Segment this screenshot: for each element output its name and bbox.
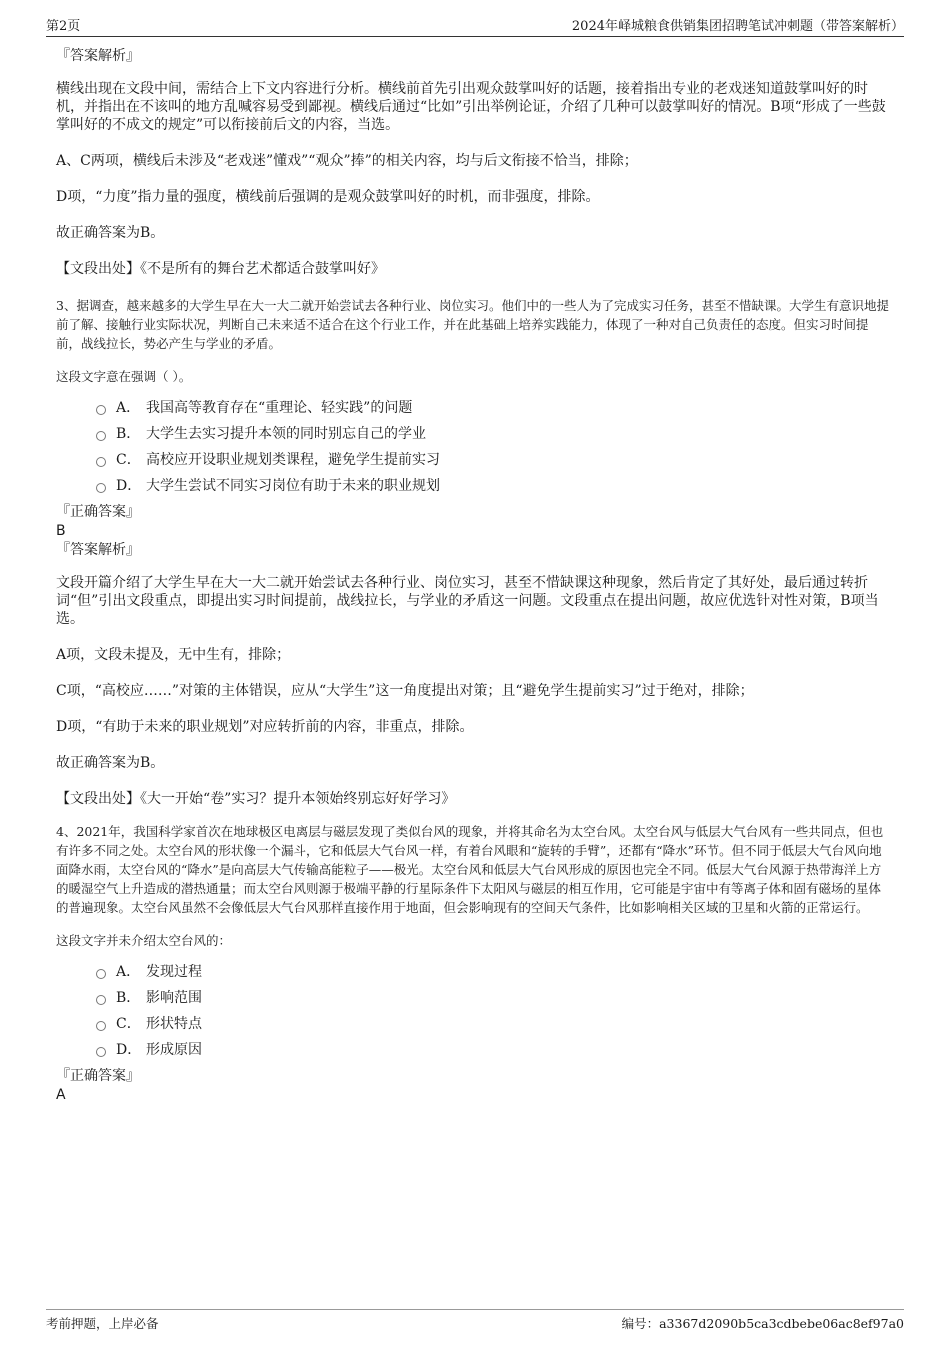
document-title: 2024年峄城粮食供销集团招聘笔试冲刺题（带答案解析） (571, 19, 904, 34)
q3-stem: 3、据调查，越来越多的大学生早在大一大二就开始尝试去各种行业、岗位实习。他们中的一些人为了完成实习任务，甚至不惜缺课。大学生有意识地提前了解、接触行业实际状况，判断自己未来适不适合在这个行业工作，并在此基础上培养实践能力，体现了一种对自己负责任的态度。但实习时间提前，战线拉长，势必产生与学业的矛盾。 (56, 298, 889, 351)
q2-d-explanation: D项，“力度”指力量的强度，横线前后强调的是观众鼓掌叫好的时机，而非强度，排除。 (56, 189, 600, 205)
radio-icon[interactable] (96, 483, 106, 493)
radio-icon[interactable] (96, 995, 106, 1005)
q2-analysis-text: 横线出现在文段中间，需结合上下文内容进行分析。横线前首先引出观众鼓掌叫好的话题，接着指出专业的老戏迷知道鼓掌叫好的时机，并指出在不该叫的地方乱喊容易受到鄙视。横线后通过“比如”引出举例论证，介绍了几种可以鼓掌叫好的情况。B项“形成了一些鼓掌叫好的不成文的规定”可以衔接前后文的内容，当选。 (56, 81, 886, 133)
q4-question: 这段文字并未介绍太空台风的： (56, 933, 232, 948)
q4-options (96, 958, 890, 1062)
document-id: 编号：a3367d2090b5ca3cdbebe06ac8ef97a0 (621, 1316, 904, 1331)
q3-options (96, 394, 890, 498)
q3-a-explanation: A项，文段未提及，无中生有，排除； (56, 647, 291, 663)
q3-answer-label: 『正确答案』 (56, 504, 140, 520)
q4-option-a[interactable]: A． 发现过程 (96, 958, 890, 984)
radio-icon[interactable] (96, 969, 106, 979)
q3-source: 【文段出处】《大一开始“卷”实习？提升本领始终别忘好好学习》 (56, 791, 456, 807)
q3-c-explanation: C项，“高校应……”对策的主体错误，应从“大学生”这一角度提出对策；且“避免学生提前实习”过于绝对，排除； (56, 683, 754, 699)
q3-analysis-label: 『答案解析』 (56, 542, 140, 558)
q2-conclusion: 故正确答案为B。 (56, 225, 165, 241)
q3-option-b[interactable]: B． 大学生去实习提升本领的同时别忘自己的学业 (96, 420, 890, 446)
radio-icon[interactable] (96, 457, 106, 467)
radio-icon[interactable] (96, 1021, 106, 1031)
radio-icon[interactable] (96, 1047, 106, 1057)
q3-option-d[interactable]: D． 大学生尝试不同实习岗位有助于未来的职业规划 (96, 472, 890, 498)
q3-analysis-text: 文段开篇介绍了大学生早在大一大二就开始尝试去各种行业、岗位实习，甚至不惜缺课这种现象，然后肯定了其好处，最后通过转折词“但”引出文段重点，即提出实习时间提前，战线拉长，与学业的矛盾这一问题。文段重点在提出问题，故应优选针对性对策，B项当选。 (56, 575, 879, 627)
radio-icon[interactable] (96, 405, 106, 415)
q2-source: 【文段出处】《不是所有的舞台艺术都适合鼓掌叫好》 (56, 261, 385, 277)
q4-option-d[interactable]: D． 形成原因 (96, 1036, 890, 1062)
q4-answer: A (56, 1087, 66, 1103)
q4-option-b[interactable]: B． 影响范围 (96, 984, 890, 1010)
page-content (56, 46, 890, 1104)
page-footer (46, 1309, 904, 1332)
q4-stem: 4、2021年，我国科学家首次在地球极区电离层与磁层发现了类似台风的现象，并将其命名为太空台风。太空台风与低层大气台风有一些共同点，但也有许多不同之处。太空台风的形状像一个漏斗，它和低层大气台风一样，有着台风眼和“旋转的手臂”，还都有“降水”环节。但不同于低层大气台风向地面降水雨，太空台风的“降水”是向高层大气传输高能粒子——极光。太空台风和低层大气台风形成的原因也完全不同。低层大气台风源于热带海洋上方的暖湿空气上升造成的潜热通量；而太空台风则源于极端平静的行星际条件下太阳风与磁层的相互作用，它可能是宇宙中有等离子体和固有磁场的星体的普遍现象。太空台风虽然不会像低层大气台风那样直接作用于地面，但会影响现有的空间天气条件，比如影响相关区域的卫星和火箭的正常运行。 (56, 824, 884, 915)
footer-slogan: 考前押题，上岸必备 (46, 1316, 159, 1331)
q4-option-c[interactable]: C． 形状特点 (96, 1010, 890, 1036)
page-number: 第2页 (46, 19, 81, 34)
q3-question: 这段文字意在强调（ ）。 (56, 369, 192, 384)
q3-option-a[interactable]: A． 我国高等教育存在“重理论、轻实践”的问题 (96, 394, 890, 420)
page-header (46, 12, 904, 37)
q2-ac-explanation: A、C两项，横线后未涉及“老戏迷”懂戏”“观众”捧”的相关内容，均与后文衔接不恰当，排除； (56, 153, 638, 169)
q3-option-c[interactable]: C． 高校应开设职业规划类课程，避免学生提前实习 (96, 446, 890, 472)
q3-answer: B (56, 523, 66, 539)
q2-analysis-label: 『答案解析』 (56, 48, 140, 64)
q3-d-explanation: D项，“有助于未来的职业规划”对应转折前的内容，非重点，排除。 (56, 719, 474, 735)
radio-icon[interactable] (96, 431, 106, 441)
q3-conclusion: 故正确答案为B。 (56, 755, 165, 771)
q4-answer-label: 『正确答案』 (56, 1068, 140, 1084)
